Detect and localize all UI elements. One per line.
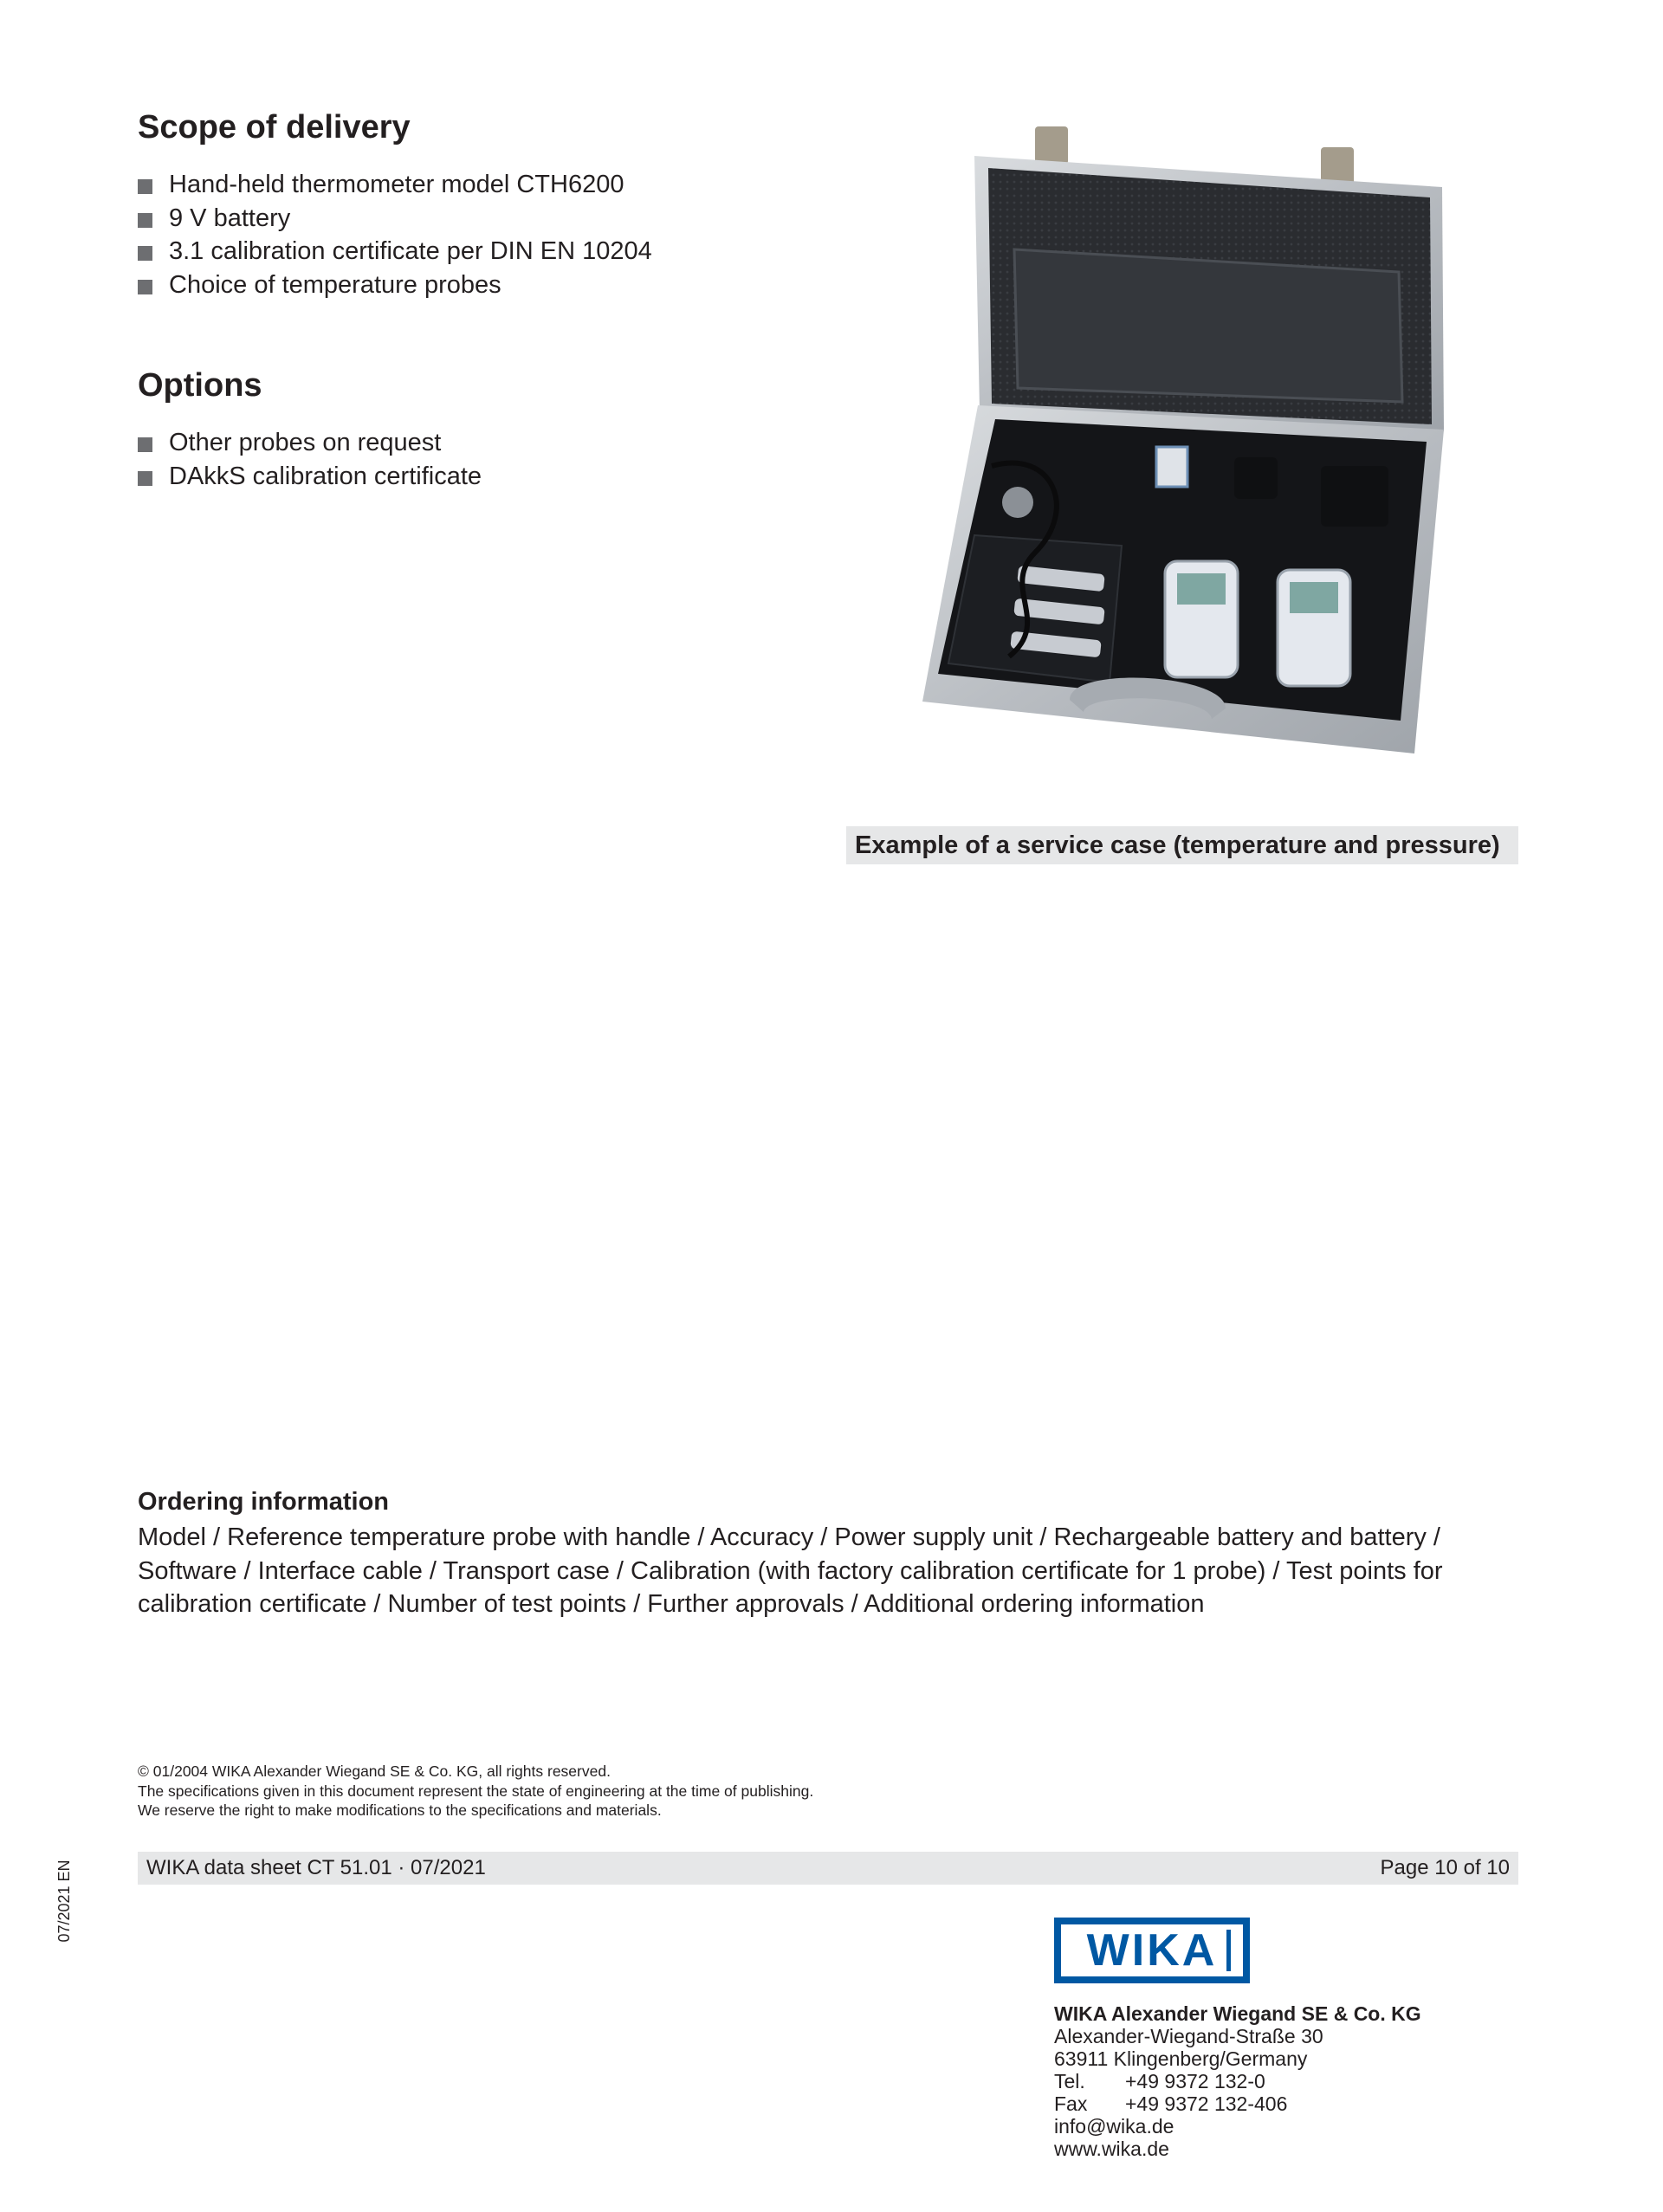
latch-left [1035,126,1068,165]
website-link[interactable]: www.wika.de [1054,2138,1169,2160]
options-list [138,426,482,493]
figure-caption: Example of a service case (temperature and pressure) [846,826,1518,864]
scope-heading: Scope of delivery [138,109,411,146]
service-case-photo [914,102,1459,767]
side-date: 07/2021 EN [55,1860,73,1943]
list-item: Choice of temperature probes [138,268,652,302]
list-item: Other probes on request [138,426,482,460]
bullet-square-icon [138,246,152,261]
list-item: Hand-held thermometer model CTH6200 [138,168,652,202]
bullet-square-icon [138,437,152,452]
bullet-square-icon [138,280,152,294]
ordering-text: Model / Reference temperature probe with handle / Accuracy / Power supply unit / Rechargeable battery and battery / Software / Interface cable / Transport case / Calibration (with factory calibration certificate for 1 probe) / Test points for calibration certificate / Number of test points / Further approvals / Additional ordering information [138,1523,1443,1618]
company-address: WIKA Alexander Wiegand SE & Co. KG Alexander-Wiegand-Straße 30 63911 Klingenberg/Germany Tel. +49 9372 132-0 Fax +49 9372 132-406 info@wika.de www.wika.de [1054,2002,1421,2160]
footer-bar [138,1852,1518,1885]
bullet-square-icon [138,471,152,486]
wika-logo: WIKA [1054,1918,1250,1983]
email-link[interactable]: info@wika.de [1054,2115,1174,2138]
list-item: 9 V battery [138,202,652,236]
list-item: 3.1 calibration certificate per DIN EN 10204 [138,235,652,268]
datasheet-id: WIKA data sheet CT 51.01 · 07/2021 [146,1856,486,1879]
bullet-square-icon [138,213,152,228]
list-item: DAkkS calibration certificate [138,460,482,494]
bullet-square-icon [138,179,152,194]
options-heading: Options [138,367,262,404]
scope-list [138,168,652,301]
page-number: Page 10 of 10 [1380,1856,1510,1879]
legal-notice: © 01/2004 WIKA Alexander Wiegand SE & Co. KG, all rights reserved. The specifications given in this document represent the state of engineering at the time of publishing. We reserve the right to make modifications to the specifications and materials. [138,1762,814,1819]
ordering-heading: Ordering information [138,1488,389,1516]
